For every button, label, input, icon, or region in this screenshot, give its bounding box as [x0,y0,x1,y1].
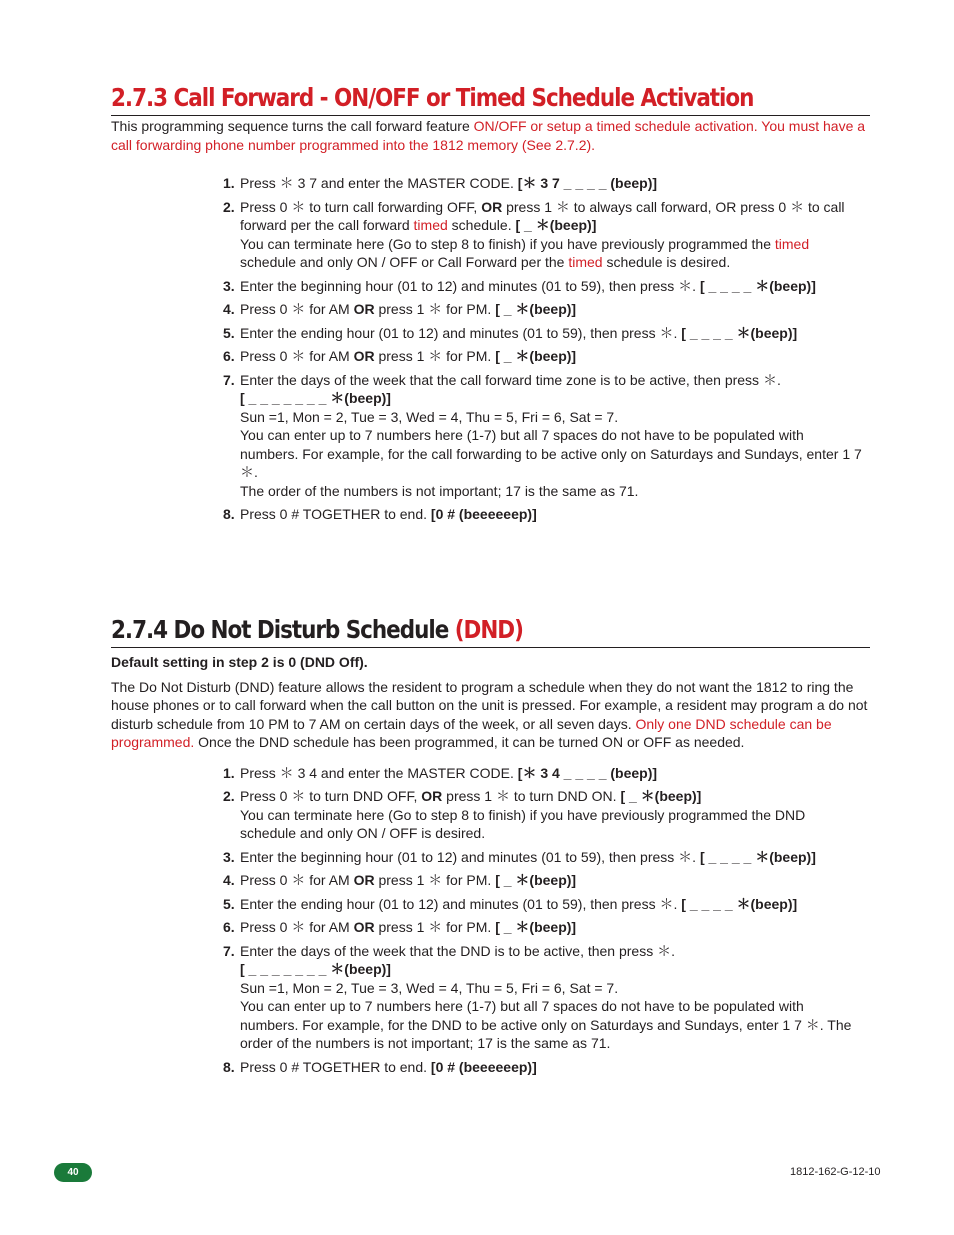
step-item: 7. Enter the days of the week that the DND is to be active, then press ＊. [ _ _ _ _ _ _ _ ＊(beep)] Sun =1, Mon = 2, Tue = 3, Wed = 4, Thu = 5, Fri = 6, Sat = 7. You can enter up to 7 numbers here (1-7) but all 7 spaces do not have to be populated with numbers. For example, for the DND to be active only on Saturdays and Sundays, enter 1 7 ＊. The order of the numbers is not important; 17 is the same as 71. [223,942,852,1051]
heading-call-forward: 2.7.3 Call Forward - ON/OFF or Timed Schedule Activation [111,83,754,112]
section-call-forward [111,83,870,529]
step-item: 2. Press 0 ＊ to turn call forwarding OFF, OR press 1 ＊ to always call forward, OR press 0 ＊ to call forward per the call forward timed schedule. [ _ ＊(beep)] You can terminate here (Go to step 8 to finish) if you have previously programmed the timed schedule and only ON / OFF or Call Forward per the timed schedule is desired. [223,198,863,272]
step-item: 5. Enter the ending hour (01 to 12) and minutes (01 to 59), then press ＊. [ _ _ _ _ ＊(beep)] [223,324,798,341]
step-item: 1. Press ＊ 3 4 and enter the MASTER CODE. [＊ 3 4 _ _ _ _ (beep)] [223,764,658,781]
step-item: 5. Enter the ending hour (01 to 12) and minutes (01 to 59), then press ＊. [ _ _ _ _ ＊(beep)] [223,895,798,912]
heading-rule [111,115,870,116]
steps-dnd [223,764,863,1077]
step-item: 2. Press 0 ＊ to turn DND OFF, OR press 1 ＊ to turn DND ON. [ _ ＊(beep)] You can terminate here (Go to step 8 to finish) if you have previously programmed the DND schedule and only ON / OFF is desired. [223,787,863,843]
step-item: 7. Enter the days of the week that the call forward time zone is to be active, then press ＊. [ _ _ _ _ _ _ _ ＊(beep)] Sun =1, Mon = 2, Tue = 3, Wed = 4, Thu = 5, Fri = 6, Sat = 7. You can enter up to 7 numbers here (1-7) but all 7 spaces do not have to be populated with numbers. For example, for the call forwarding to be active only on Saturdays and Sundays, enter 1 7 ＊. The order of the numbers is not important; 17 is the same as 71. [223,371,862,499]
intro-dnd: The Do Not Disturb (DND) feature allows the resident to program a schedule when they do not want the 1812 to ring the house phones or to call forward when the call button on the unit is pressed. For example, a resident may program a do not disturb schedule from 10 PM to 7 AM on certain days of the week, or all seven days. Only one DND schedule can be programmed. Once the DND schedule has been programmed, it can be turned ON or OFF as needed. [111,678,868,750]
heading-rule [111,647,870,648]
section-dnd [111,615,870,1081]
step-item: 8. Press 0 # TOGETHER to end. [0 # (beeeeeep)] [223,1058,537,1075]
step-item: 3. Enter the beginning hour (01 to 12) and minutes (01 to 59), then press ＊. [ _ _ _ _ ＊(beep)] [223,277,816,294]
document-code: 1812-162-G-12-10 [790,1166,881,1178]
steps-call-forward [223,174,863,524]
step-item: 4. Press 0 ＊ for AM OR press 1 ＊ for PM. [ _ ＊(beep)] [223,872,577,888]
step-item: 6. Press 0 ＊ for AM OR press 1 ＊ for PM. [ _ ＊(beep)] [223,919,577,935]
step-item: 4. Press 0 ＊ for AM OR press 1 ＊ for PM. [ _ ＊(beep)] [223,301,577,317]
step-note: You can terminate here (Go to step 8 to finish) if you have previously programmed the timed schedule and only ON / OFF or Call Forward per the timed schedule is desired. [240,235,810,270]
step-item: 3. Enter the beginning hour (01 to 12) and minutes (01 to 59), then press ＊. [ _ _ _ _ ＊(beep)] [223,848,816,865]
intro-call-forward: This programming sequence turns the call forward feature ON/OFF or setup a timed schedule activation. You must have a call forwarding phone number programmed into the 1812 memory (See 2.7.2). [111,118,866,153]
step-item: 6. Press 0 ＊ for AM OR press 1 ＊ for PM. [ _ ＊(beep)] [223,348,577,364]
step-item: 8. Press 0 # TOGETHER to end. [0 # (beeeeeep)] [223,506,537,522]
default-setting: Default setting in step 2 is 0 (DND Off). [111,654,368,670]
step-note: You can terminate here (Go to step 8 to finish) if you have previously programmed the DND schedule and only ON / OFF is desired. [240,806,806,841]
page-number-badge: 40 [54,1163,92,1182]
step-item: 1. Press ＊ 3 7 and enter the MASTER CODE. [＊ 3 7 _ _ _ _ (beep)] [223,175,658,191]
heading-dnd: 2.7.4 Do Not Disturb Schedule (DND) [111,615,523,644]
